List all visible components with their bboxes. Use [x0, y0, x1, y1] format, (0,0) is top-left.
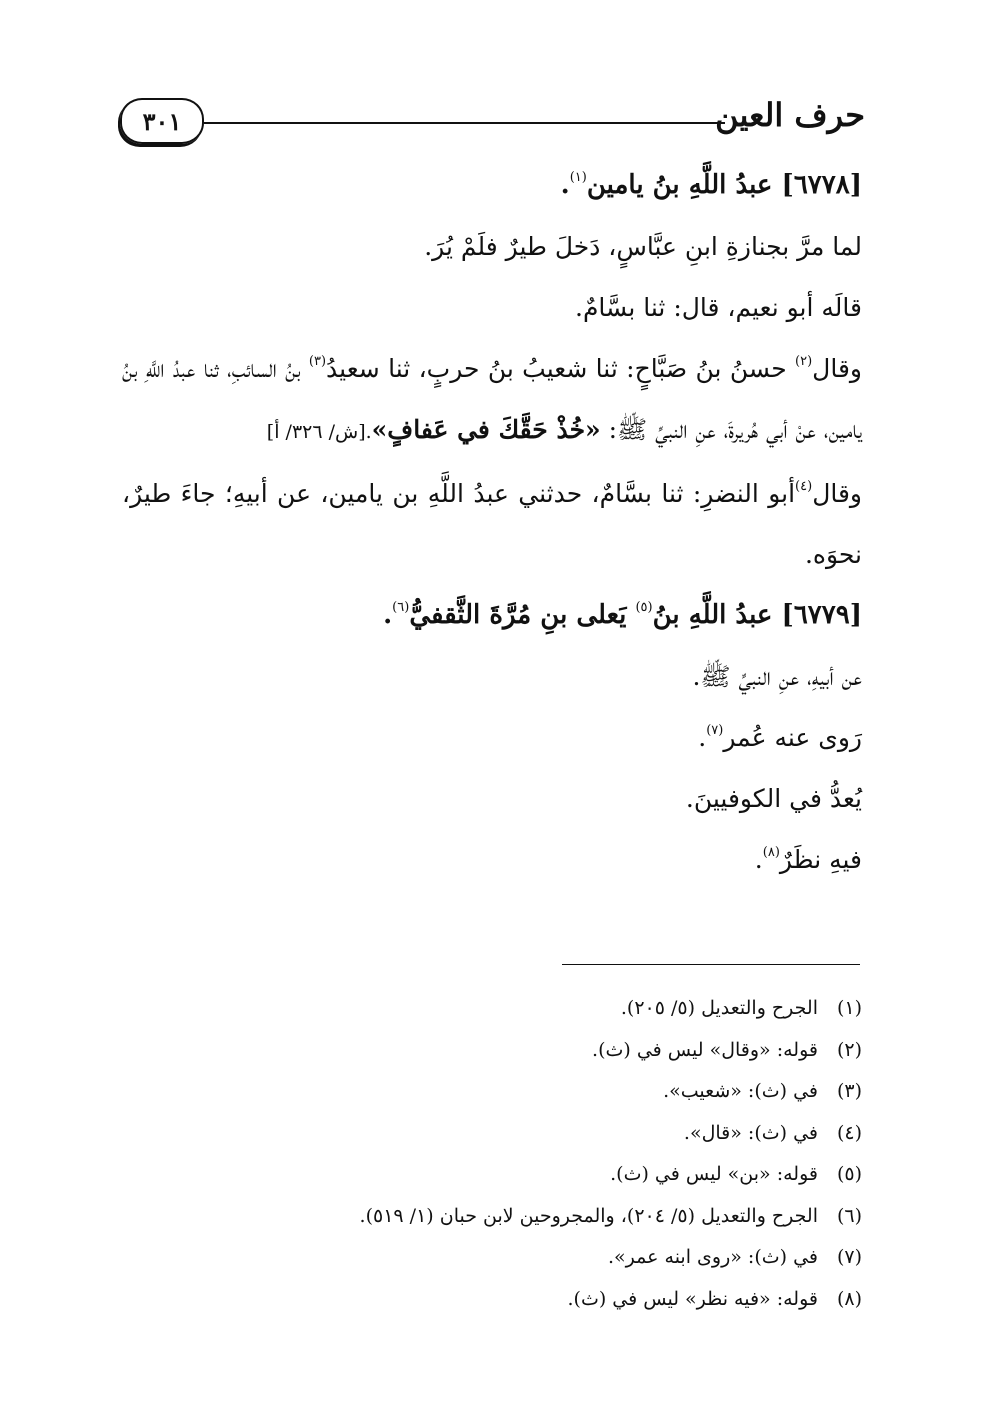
- entry-number: [٦٧٧٩]: [781, 600, 862, 630]
- entry-line: فيهِ نظَرٌ$^{(٨)}$.: [754, 845, 862, 874]
- text-run: فيهِ نظَرٌ: [779, 845, 862, 874]
- header-rule: [204, 122, 725, 124]
- footnote-marker[interactable]: (٢): [795, 354, 813, 369]
- footnote-text: الجرح والتعديل (٥/ ٢٠٥).: [620, 997, 818, 1019]
- footnote-number: (٨): [836, 1287, 862, 1310]
- entry-paragraph: [122, 338, 862, 463]
- footnote-number: (١): [836, 997, 862, 1019]
- footnote-text: قوله: «وقال» ليس في (ث).: [592, 1038, 818, 1061]
- footnotes: [200, 988, 862, 1320]
- entry-paragraph: [122, 463, 862, 585]
- text-run: وقال: [812, 479, 862, 508]
- entry-name: عبدُ اللَّهِ بنُ يامين: [586, 170, 773, 200]
- running-title: حرف العين: [715, 96, 865, 134]
- page-number: ٣٠١: [142, 106, 182, 136]
- hadith-quote: «خُذْ حَقَّكَ في عَفافٍ»: [371, 415, 601, 444]
- text-run: بنُ السائبِ، ثنا عبدُ اللَّهِ بنُ يامين، عنْ أبي هُريرةَ، عنِ النبيِّ ﷺ:: [122, 354, 862, 444]
- footnote-text: في (ث): «شعيب».: [663, 1080, 818, 1102]
- footnote-marker[interactable]: (٦): [392, 600, 410, 615]
- entry-line: رَوى عنه عُمر$^{(٧)}$.: [698, 723, 862, 752]
- entry-name: عبدُ اللَّهِ بنُ: [652, 600, 773, 630]
- text-run: أبو النضرِ: ثنا بسَّامٌ، حدثني عبدُ اللَّهِ بن يامين، عن أبيهِ؛ جاءَ طيرٌ، نحوَه.: [122, 479, 862, 569]
- footnote-number: (٢): [836, 1038, 862, 1061]
- footnote-item: [200, 1030, 862, 1072]
- footnote-number: (٥): [836, 1163, 862, 1185]
- entry-heading: [٦٧٧٩] عبدُ اللَّهِ بنُ$^{(٥)}$ يَعلى بنِ مُرَّةَ الثَّقفيُّ$^{(٦)}$.: [383, 600, 862, 630]
- footnote-marker[interactable]: (٨): [762, 845, 780, 860]
- footnote-item: [200, 1154, 862, 1196]
- footnote-marker[interactable]: (٥): [635, 600, 653, 615]
- footnote-item: [200, 1237, 862, 1279]
- page-header: [120, 92, 865, 152]
- footnote-marker[interactable]: (٧): [706, 723, 724, 738]
- footnote-text: قوله: «بن» ليس في (ث).: [610, 1163, 818, 1185]
- entry-line: عن أبيهِ، عنِ النبيِّ ﷺ.: [692, 662, 862, 691]
- footnote-number: (٦): [836, 1204, 862, 1227]
- main-text: [122, 155, 862, 890]
- entry-name: يَعلى بنِ مُرَّةَ الثَّقفيُّ: [409, 600, 636, 630]
- footnote-marker[interactable]: (٤): [795, 479, 813, 494]
- entry-number: [٦٧٧٨]: [781, 170, 862, 200]
- entry-line: لما مرَّ بجنازةِ ابنِ عبَّاسٍ، دَخلَ طيرٌ فلَمْ يُرَ.: [424, 232, 862, 261]
- page-number-badge: [120, 98, 204, 144]
- entry-line: يُعدُّ في الكوفيينَ.: [685, 784, 862, 813]
- footnote-text: في (ث): «روى ابنه عمر».: [608, 1246, 818, 1268]
- text-run: حسنُ بنُ صَبَّاحٍ: ثنا شعيبُ بنُ حربٍ، ثنا سعيدُ: [326, 354, 796, 383]
- footnote-text: في (ث): «قال».: [683, 1121, 818, 1144]
- footnote-number: (٣): [836, 1080, 862, 1102]
- footnote-item: [200, 1279, 862, 1321]
- footnote-item: [200, 988, 862, 1030]
- footnote-number: (٤): [836, 1121, 862, 1144]
- manuscript-ref: .[ش/ ٣٢٦/ أ]: [266, 421, 372, 443]
- footnote-marker[interactable]: (١): [569, 170, 587, 185]
- footnote-number: (٧): [836, 1246, 862, 1268]
- entry-line: قالَه أبو نعيم، قال: ثنا بسَّامٌ.: [575, 293, 862, 322]
- footnote-marker[interactable]: (٣): [308, 354, 327, 369]
- footnote-item: [200, 1071, 862, 1113]
- text-run: رَوى عنه عُمر: [723, 723, 862, 752]
- footnote-separator: [562, 964, 860, 965]
- footnote-text: قوله: «فيه نظر» ليس في (ث).: [567, 1287, 818, 1310]
- footnote-item: [200, 1196, 862, 1238]
- footnote-text: الجرح والتعديل (٥/ ٢٠٤)، والمجروحين لابن حبان (١/ ٥١٩).: [359, 1204, 818, 1227]
- footnote-item: [200, 1113, 862, 1155]
- entry-heading: [٦٧٧٨] عبدُ اللَّهِ بنُ يامين$^{(١)}$.: [560, 170, 862, 200]
- text-run: وقال: [812, 354, 862, 383]
